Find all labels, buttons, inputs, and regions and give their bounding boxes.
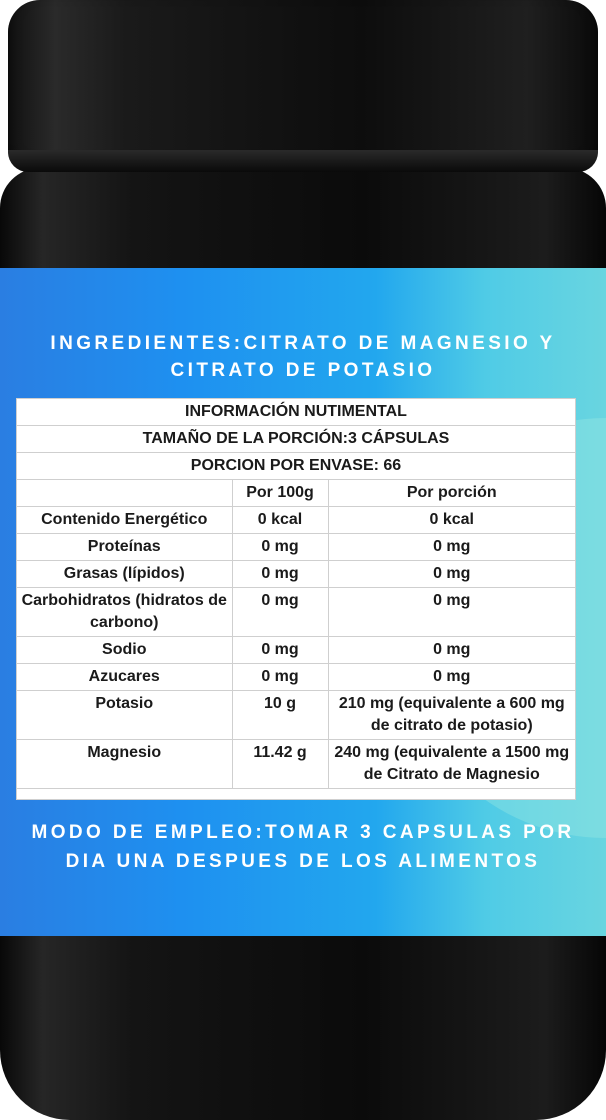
nutrient-name: Sodio — [17, 637, 232, 664]
nutrient-per-100g: 11.42 g — [232, 740, 328, 789]
jar-lid — [8, 0, 598, 172]
table-row — [17, 637, 575, 664]
table-row — [17, 740, 575, 789]
servings-per-container: PORCION POR ENVASE: 66 — [17, 453, 575, 480]
table-row — [17, 691, 575, 740]
table-row — [17, 561, 575, 588]
table-row — [17, 534, 575, 561]
ingredients-text: INGREDIENTES:CITRATO DE MAGNESIO Y CITRATO DE POTASIO — [50, 333, 556, 381]
nutrient-per-serving: 0 kcal — [328, 507, 575, 534]
nutrient-per-serving: 0 mg — [328, 534, 575, 561]
nutrient-name: Grasas (lípidos) — [17, 561, 232, 588]
table-row — [17, 588, 575, 637]
column-header-nutrient — [17, 480, 232, 507]
table-header-row — [17, 480, 575, 507]
column-header-per-serving: Por porción — [328, 480, 575, 507]
table-row — [17, 507, 575, 534]
nutrition-facts-panel — [16, 398, 576, 800]
nutrient-per-100g: 0 mg — [232, 637, 328, 664]
serving-size: TAMAÑO DE LA PORCIÓN:3 CÁPSULAS — [17, 426, 575, 453]
nutrient-per-serving: 210 mg (equivalente a 600 mg de citrato de potasio) — [328, 691, 575, 740]
nutrient-name: Contenido Energético — [17, 507, 232, 534]
usage-instructions: MODO DE EMPLEO:TOMAR 3 CAPSULAS POR DIA UNA DESPUES DE LOS ALIMENTOS — [31, 822, 575, 872]
nutrient-name: Carbohidratos (hidratos de carbono) — [17, 588, 232, 637]
table-row — [17, 664, 575, 691]
nutrient-name: Azucares — [17, 664, 232, 691]
nutrient-per-serving: 0 mg — [328, 588, 575, 637]
nutrient-per-serving: 0 mg — [328, 664, 575, 691]
nutrient-name: Potasio — [17, 691, 232, 740]
nutrient-name: Magnesio — [17, 740, 232, 789]
nutrient-per-serving: 0 mg — [328, 561, 575, 588]
jar-lid-rim — [8, 150, 598, 172]
nutrient-per-serving: 240 mg (equivalente a 1500 mg de Citrato de Magnesio — [328, 740, 575, 789]
column-header-per-100g: Por 100g — [232, 480, 328, 507]
nutrient-per-100g: 10 g — [232, 691, 328, 740]
nutrition-title: INFORMACIÓN NUTIMENTAL — [17, 399, 575, 426]
product-label — [0, 268, 606, 936]
nutrient-per-100g: 0 mg — [232, 534, 328, 561]
nutrient-per-100g: 0 mg — [232, 561, 328, 588]
nutrient-per-100g: 0 mg — [232, 588, 328, 637]
nutrient-name: Proteínas — [17, 534, 232, 561]
nutrient-per-100g: 0 mg — [232, 664, 328, 691]
nutrient-per-100g: 0 kcal — [232, 507, 328, 534]
nutrient-per-serving: 0 mg — [328, 637, 575, 664]
nutrition-table — [17, 399, 575, 789]
